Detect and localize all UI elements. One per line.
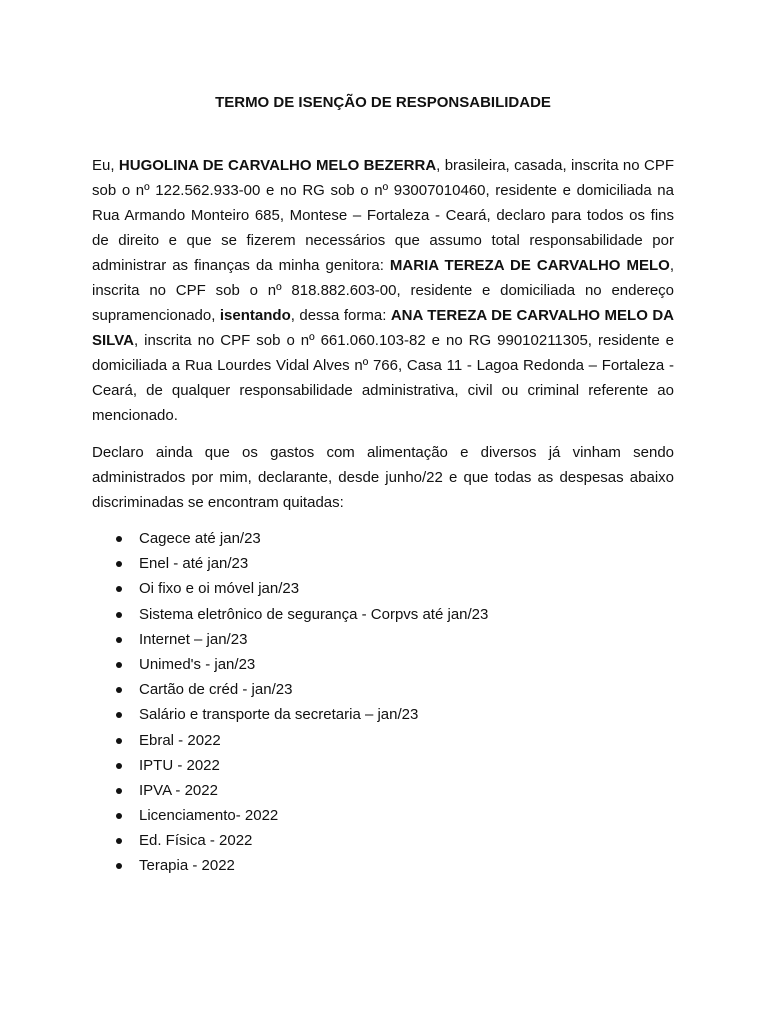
bullet-icon [116, 863, 122, 869]
bullet-icon [116, 687, 122, 693]
expense-text: Ed. Física - 2022 [139, 832, 253, 850]
list-item [92, 828, 674, 853]
bullet-icon [116, 788, 122, 794]
list-item [92, 803, 674, 828]
expense-text: Salário e transporte da secretaria – jan/23 [139, 706, 419, 724]
expense-text: Internet – jan/23 [139, 630, 248, 648]
bullet-icon [116, 612, 122, 618]
expense-text: Oi fixo e oi móvel jan/23 [139, 580, 300, 598]
text-segment: , brasileira, casada, inscrita no CPF sob o nº 122.562.933-00 e no RG sob o nº 93007010460, residente e domiciliada na Rua Armando Monteiro 685, Montese – Fortaleza - Ceará, declaro para todos os fins de direito e que se fizerem necessários que assumo total responsabilidade por administrar as finanças da minha genitora: [92, 157, 674, 274]
expense-text: Terapia - 2022 [139, 857, 235, 875]
bullet-icon [116, 662, 122, 668]
text-segment: , dessa forma: [290, 307, 391, 324]
list-item [92, 677, 674, 702]
exemption-keyword: isentando [219, 307, 291, 324]
list-item [92, 853, 674, 878]
list-item [92, 753, 674, 778]
bullet-icon [116, 536, 122, 542]
bullet-icon [116, 586, 122, 592]
expense-text: Sistema eletrônico de segurança - Corpvs até jan/23 [139, 605, 489, 623]
expense-text: Cagece até jan/23 [139, 530, 261, 547]
text-segment: , inscrita no CPF sob o nº 661.060.103-82 e no RG 99010211305, residente e domiciliada a Rua Lourdes Vidal Alves nº 766, Casa 11 - Lagoa Redonda – Fortaleza - Ceará, de qualquer responsabilidade administrativa, civil ou criminal referente ao mencionado. [92, 332, 674, 424]
list-item [92, 576, 674, 601]
expense-text: Cartão de créd - jan/23 [139, 681, 293, 699]
bullet-icon [116, 838, 122, 844]
bullet-icon [116, 637, 122, 643]
bullet-icon [116, 738, 122, 744]
bullet-icon [116, 763, 122, 769]
document-title: TERMO DE ISENÇÃO DE RESPONSABILIDADE [215, 94, 551, 111]
expense-text: IPVA - 2022 [139, 781, 218, 799]
exempted-name: ANA TEREZA DE CARVALHO MELO DA SILVA [92, 307, 674, 349]
mother-name: MARIA TEREZA DE CARVALHO MELO [389, 257, 670, 274]
expense-text: IPTU - 2022 [139, 756, 220, 774]
list-item [92, 602, 674, 627]
bullet-icon [116, 813, 122, 819]
expense-text: Ebral - 2022 [139, 731, 221, 749]
list-item [92, 728, 674, 753]
expense-text: Enel - até jan/23 [139, 555, 249, 573]
bullet-icon [116, 712, 122, 718]
declaration-paragraph [92, 153, 674, 428]
list-item [92, 551, 674, 576]
list-item [92, 627, 674, 652]
expenses-list [92, 526, 674, 879]
declarant-name: HUGOLINA DE CARVALHO MELO BEZERRA [118, 157, 437, 174]
bullet-icon [116, 561, 122, 567]
list-item [92, 778, 674, 803]
text-segment: , inscrita no CPF sob o nº 818.882.603-00, residente e domiciliada no endereço supramencionado, [92, 257, 674, 324]
list-item [92, 652, 674, 677]
expense-text: Licenciamento- 2022 [139, 807, 279, 825]
list-item [92, 526, 674, 551]
text-segment: Eu, [92, 157, 119, 174]
list-item [92, 702, 674, 727]
expense-text: Unimed's - jan/23 [139, 655, 256, 673]
expenses-paragraph: Declaro ainda que os gastos com alimentação e diversos já vinham sendo administrados por mim, declarante, desde junho/22 e que todas as despesas abaixo discriminadas se encontram quitadas: [92, 444, 674, 511]
